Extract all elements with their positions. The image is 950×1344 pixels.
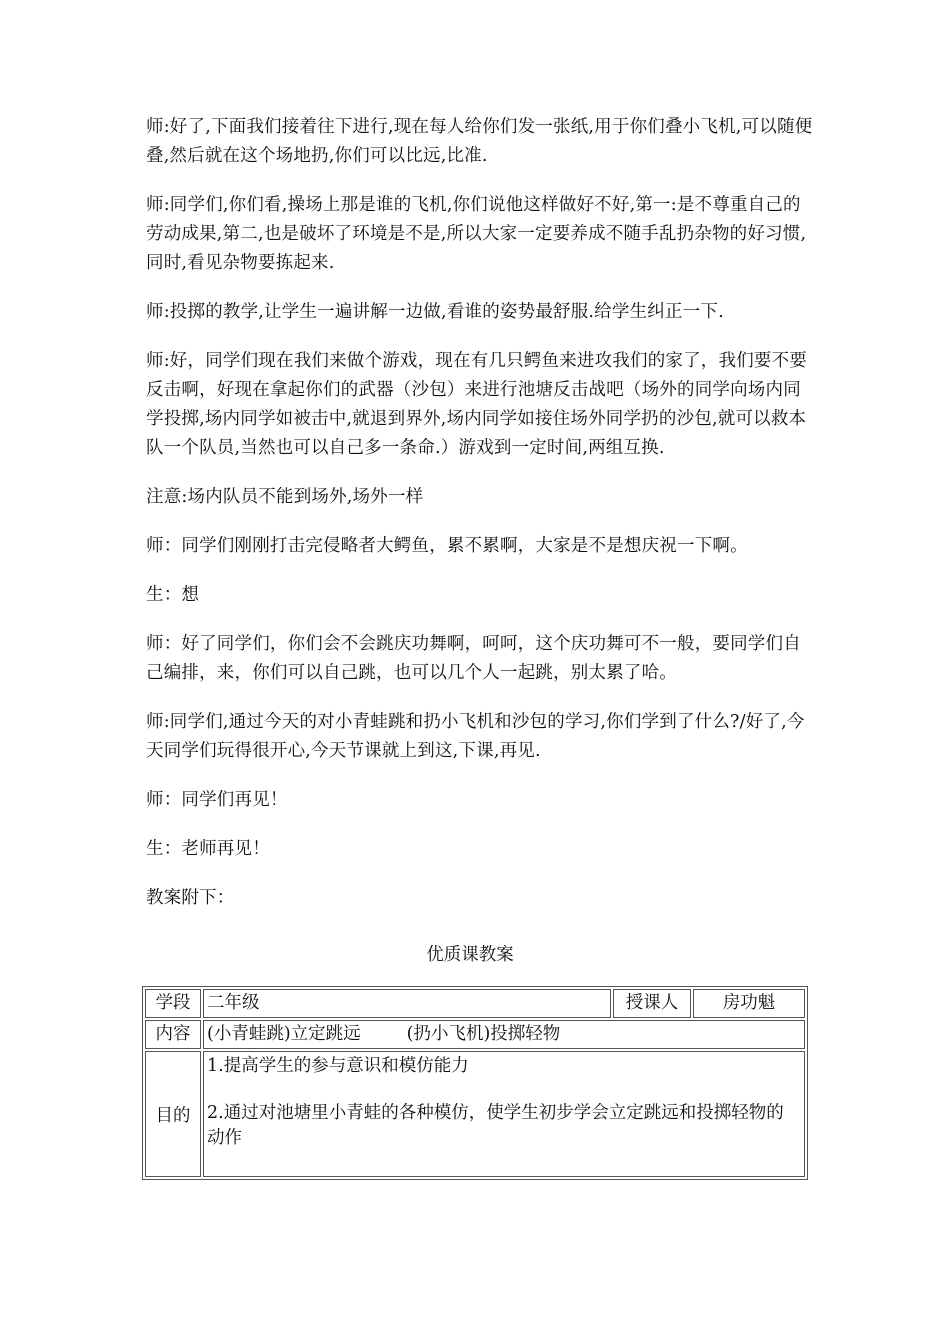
paragraph-11: 生：老师再见！ [146,839,270,859]
paragraph-8: 师：好了同学们，你们会不会跳庆功舞啊，呵呵，这个庆功舞可不一般，要同学们自己编排，来，你们可以自己跳，也可以几个人一起跳，别太累了哈。 [146,634,801,683]
paragraph-4: 师:好，同学们现在我们来做个游戏，现在有几只鳄鱼来进攻我们的家了，我们要不要反击啊，好现在拿起你们的武器（沙包）来进行池塘反击战吧（场外的同学向场内同学投掷,场内同学如被击中,就退到界外,场内同学如接住场外同学扔的沙包,就可以救本队一个队员,当然也可以自己多一条命.）游戏到一定时间,两组互换. [146,351,807,458]
goal-label: 目的 [145,1051,201,1177]
paragraph-6: 师：同学们刚刚打击完侵略者大鳄鱼，累不累啊，大家是不是想庆祝一下啊。 [146,536,748,556]
stage-value: 二年级 [203,989,611,1018]
paragraph-2: 师:同学们,你们看,操场上那是谁的飞机,你们说他这样做好不好,第一:是不尊重自己的劳动成果,第二,也是破坏了环境是不是,所以大家一定要养成不随手乱扔杂物的好习惯,同时,看见杂物要拣起来. [146,195,807,273]
paragraph-1: 师:好了,下面我们接着往下进行,现在每人给你们发一张纸,用于你们叠小飞机,可以随便叠,然后就在这个场地扔,你们可以比远,比准. [146,117,813,166]
paragraph-3: 师:投掷的教学,让学生一遍讲解一边做,看谁的姿势最舒服.给学生纠正一下. [146,302,724,322]
document-page [146,113,814,1180]
lesson-plan-title: 优质课教案 [426,945,514,965]
paragraph-9: 师:同学们,通过今天的对小青蛙跳和扔小飞机和沙包的学习,你们学到了什么?/好了,今天同学们玩得很开心,今天节课就上到这,下课,再见. [146,712,805,761]
paragraph-5: 注意:场内队员不能到场外,场外一样 [146,487,424,507]
paragraph-12: 教案附下： [146,888,235,908]
table-row-goals [145,1051,805,1177]
paragraph-10: 师：同学们再见！ [146,790,288,810]
paragraph-7: 生：想 [146,585,200,605]
goal-value [203,1051,805,1177]
table-row-content [145,1020,805,1049]
goal-item-1: 1.提高学生的参与意识和模仿能力 [207,1056,469,1076]
content-value [203,1020,805,1049]
teacher-label: 授课人 [613,989,691,1018]
content-part-2: (扔小飞机)投掷轻物 [406,1024,561,1044]
goal-item-2: 2.通过对池塘里小青蛙的各种模仿，使学生初步学会立定跳远和投掷轻物的动作 [207,1103,784,1148]
lesson-plan-table [142,986,808,1180]
teacher-name: 房功魁 [693,989,805,1018]
content-label: 内容 [145,1020,201,1049]
stage-label: 学段 [145,989,201,1018]
content-part-1: (小青蛙跳)立定跳远 [207,1024,361,1044]
table-row-stage [145,989,805,1018]
